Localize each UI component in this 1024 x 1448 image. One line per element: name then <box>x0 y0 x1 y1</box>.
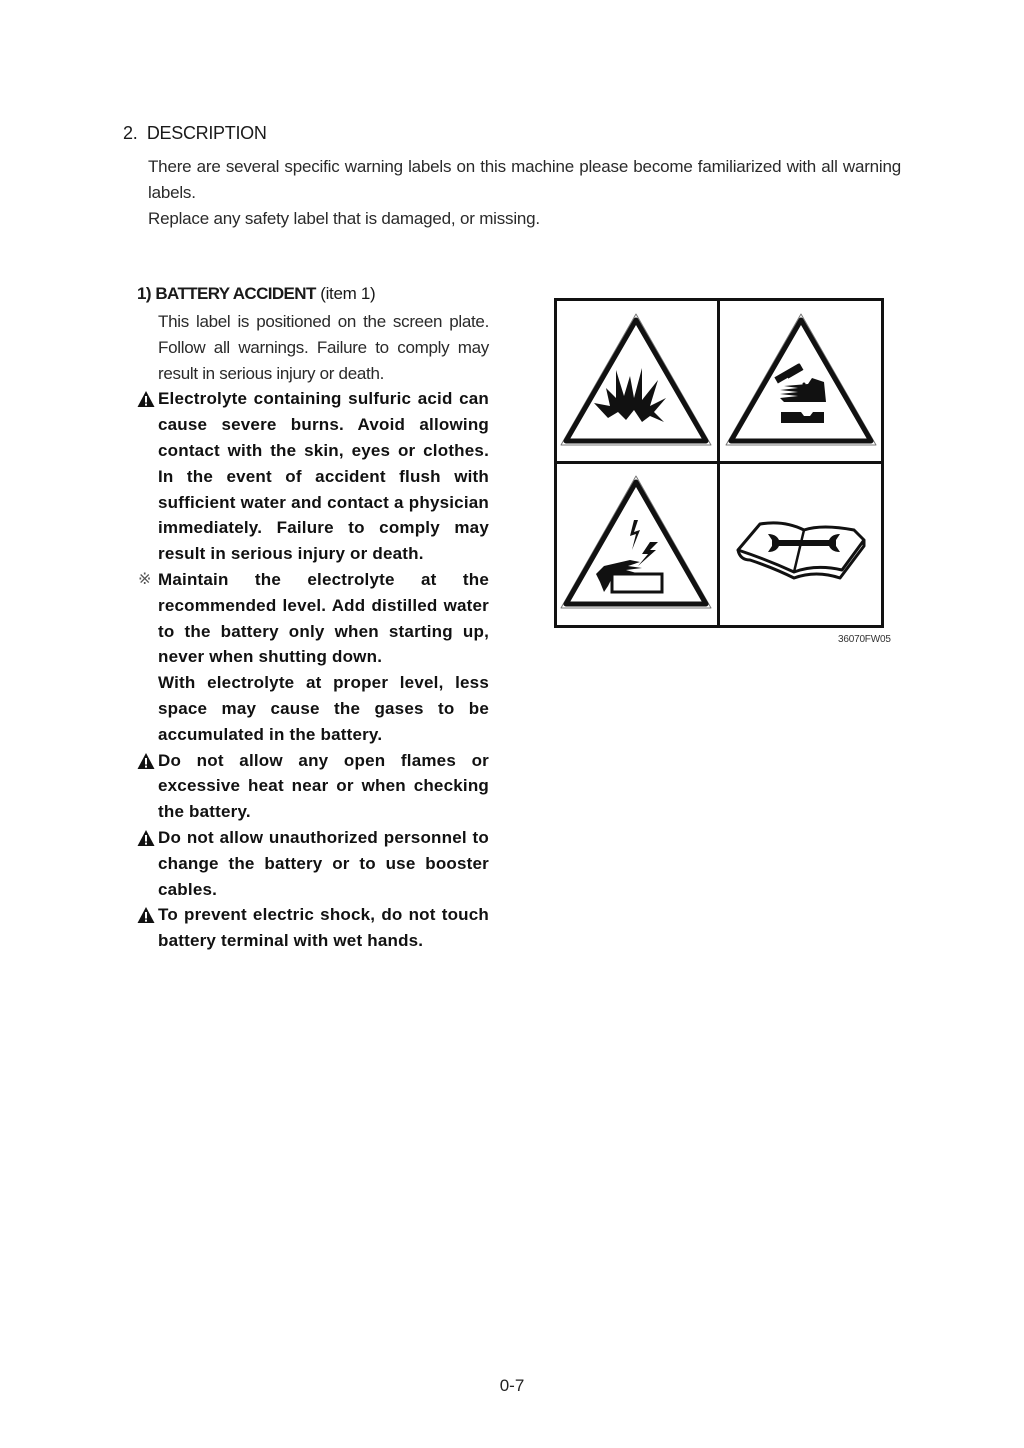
warning-triangle-icon <box>137 390 155 408</box>
label-description: This label is positioned on the screen plate. Follow all warnings. Failure to comply may result in serious injury or death. <box>158 312 489 383</box>
warning-triangle-icon <box>137 906 155 924</box>
subsection-heading <box>137 284 375 304</box>
page-number: 0-7 <box>499 1376 525 1395</box>
warning-triangle-icon <box>137 829 155 847</box>
intro-paragraph: Replace any safety label that is damaged, or missing. <box>148 209 540 228</box>
section-number: 2. <box>123 123 138 143</box>
note-continuation: With electrolyte at proper level, less space may cause the gases to be accumulated in the battery. <box>158 673 489 744</box>
warning-triangle-icon <box>137 752 155 770</box>
warning-text: Electrolyte containing sulfuric acid can cause severe burns. Avoid allowing contact with the skin, eyes or clothes. In the event of accident flush with sufficient water and contact a physician immediately. Failure to comply may result in serious injury or death. <box>158 389 489 564</box>
subsection-number: 1) <box>137 284 151 303</box>
warning-text: Do not allow unauthorized personnel to change the battery or to use booster cables. <box>158 827 489 899</box>
intro-paragraph: There are several specific warning labels on this machine please become familiarized with all warning labels. <box>148 157 901 202</box>
section-intro <box>148 154 901 232</box>
warning-item <box>137 902 489 954</box>
reference-mark-icon: ※ <box>138 570 152 588</box>
note-text: Maintain the electrolyte at the recommended level. Add distilled water to the battery only when starting up, never when shutting down. <box>158 569 489 667</box>
section-title: DESCRIPTION <box>146 123 267 143</box>
warning-item <box>137 386 489 567</box>
subsection-title: BATTERY ACCIDENT <box>155 284 316 303</box>
note-item <box>137 567 489 670</box>
figure-code: 36070FW05 <box>838 634 891 645</box>
warning-item <box>137 748 489 825</box>
warning-item <box>137 825 489 902</box>
subsection-body <box>137 309 489 954</box>
warning-text: To prevent electric shock, do not touch battery terminal with wet hands. <box>158 905 489 951</box>
warning-text: Do not allow any open flames or excessive heat near or when checking the battery. <box>158 750 489 822</box>
battery-warning-label-figure <box>554 298 884 628</box>
subsection-item-ref: (item 1) <box>320 284 376 303</box>
section-heading <box>123 123 267 144</box>
